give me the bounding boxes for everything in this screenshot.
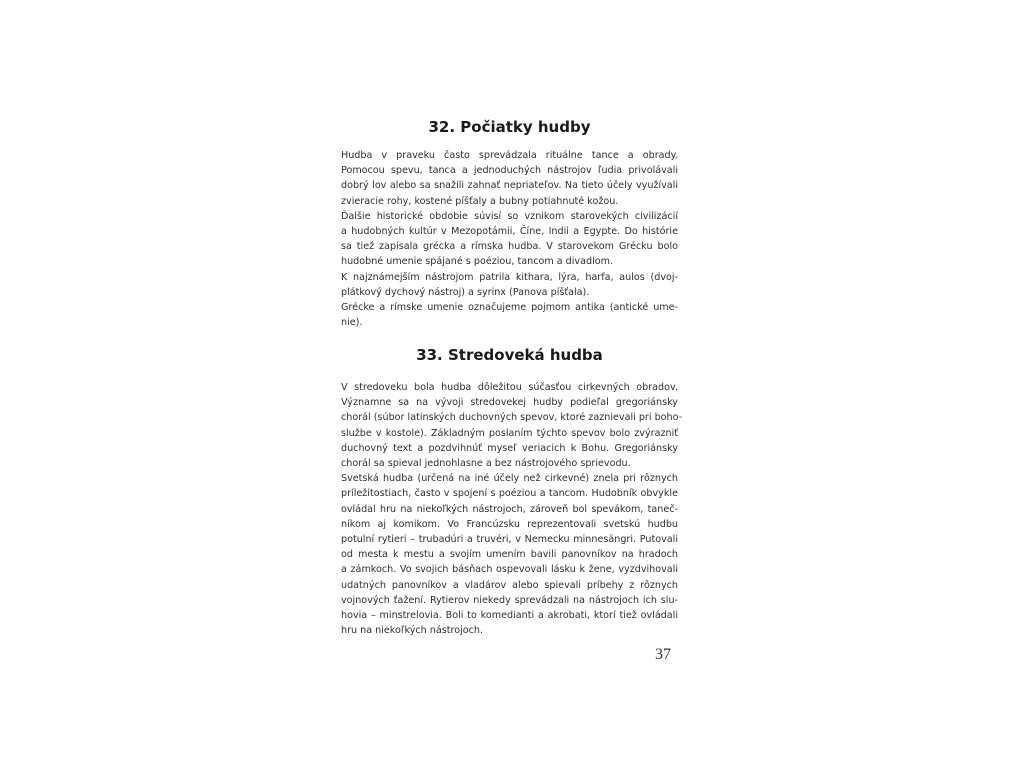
text-line: chorál sa spieval jednohlasne a bez nástrojového sprievodu. <box>341 458 631 470</box>
text-line: od mesta k mestu a svojím umením bavili panovníkov na hradoch <box>341 549 678 561</box>
text-line: nie). <box>341 317 363 329</box>
section-title-stredoveka-hudba: 33. Stredoveká hudba <box>416 346 603 364</box>
text-line: chorál (súbor latinských duchovných spevov, ktoré zaznievali pri boho- <box>341 412 683 424</box>
text-line: hovia – minstrelovia. Boli to komedianti a akrobati, ktorí tiež ovládali <box>341 610 678 622</box>
text-line: Svetská hudba (určená na iné účely než cirkevné) znela pri rôznych <box>341 473 678 485</box>
text-line: Pomocou spevu, tanca a jednoduchých nástrojov ľudia privolávali <box>341 165 678 177</box>
text-line: níkom aj komikom. Vo Francúzsku reprezentovali svetskú hudbu <box>341 518 678 530</box>
page-number: 37 <box>655 646 671 663</box>
text-line: ovládal hru na niekoľkých nástrojoch, zároveň bol spevákom, taneč- <box>341 503 678 515</box>
text-line: Ďalšie historické obdobie súvisí so vznikom starovekých civilizácií <box>341 210 678 222</box>
text-line: Hudba v praveku často sprevádzala rituálne tance a obrady. <box>341 150 678 161</box>
text-line: a hudobných kultúr v Mezopotámii, Číne, Indii a Egypte. Do histórie <box>341 226 678 238</box>
text-line: Významne sa na vývoji stredovekej hudby podieľal gregoriánsky <box>341 397 678 409</box>
text-line: zvieracie rohy, kostené píšťaly a bubny potiahnuté kožou. <box>341 195 619 207</box>
text-line: V stredoveku bola hudba dôležitou súčasťou cirkevných obradov. <box>341 382 678 393</box>
text-line: príležitostiach, často v spojení s poéziou a tancom. Hudobník obvykle <box>341 488 678 500</box>
text-line: plátkový dychový nástroj) a syrinx (Panova píšťala). <box>341 286 590 298</box>
text-line: K najznámejším nástrojom patrila kithara, lýra, harfa, aulos (dvoj- <box>341 271 678 283</box>
text-line: a zámkoch. Vo svojich básňach ospevovali lásku k žene, vyzdvihovali <box>341 564 678 576</box>
text-line: službe v kostole). Základným poslaním týchto spevov bolo zvýrazniť <box>341 427 678 439</box>
section-title-pociatky-hudby: 32. Počiatky hudby <box>428 118 591 136</box>
text-line: sa tiež zapísala grécka a rímska hudba. V starovekom Grécku bolo <box>341 241 678 253</box>
text-line: Grécke a rímske umenie označujeme pojmom antika (antické ume- <box>341 302 678 314</box>
text-line: udatných panovníkov a vladárov alebo spievali príbehy z rôznych <box>341 579 678 591</box>
text-line: dobrý lov alebo sa snažili zahnať nepriateľov. Na tieto účely využívali <box>341 180 678 192</box>
text-line: hudobné umenie spájané s poéziou, tancom a divadlom. <box>341 256 613 268</box>
section-body-pociatky-hudby <box>341 148 678 330</box>
text-line: potulní rytieri – trubadúri a truvéri, v Nemecku minnesängri. Putovali <box>341 534 678 546</box>
text-line: hru na niekoľkých nástrojoch. <box>341 625 484 637</box>
section-body-stredoveka-hudba <box>341 380 683 638</box>
text-line: duchovný text a pozdvihnúť myseľ veriacich k Bohu. Gregoriánsky <box>341 442 678 454</box>
text-line: vojnových ťažení. Rytierov niekedy sprevádzali na nástrojoch ich slu- <box>341 594 678 606</box>
